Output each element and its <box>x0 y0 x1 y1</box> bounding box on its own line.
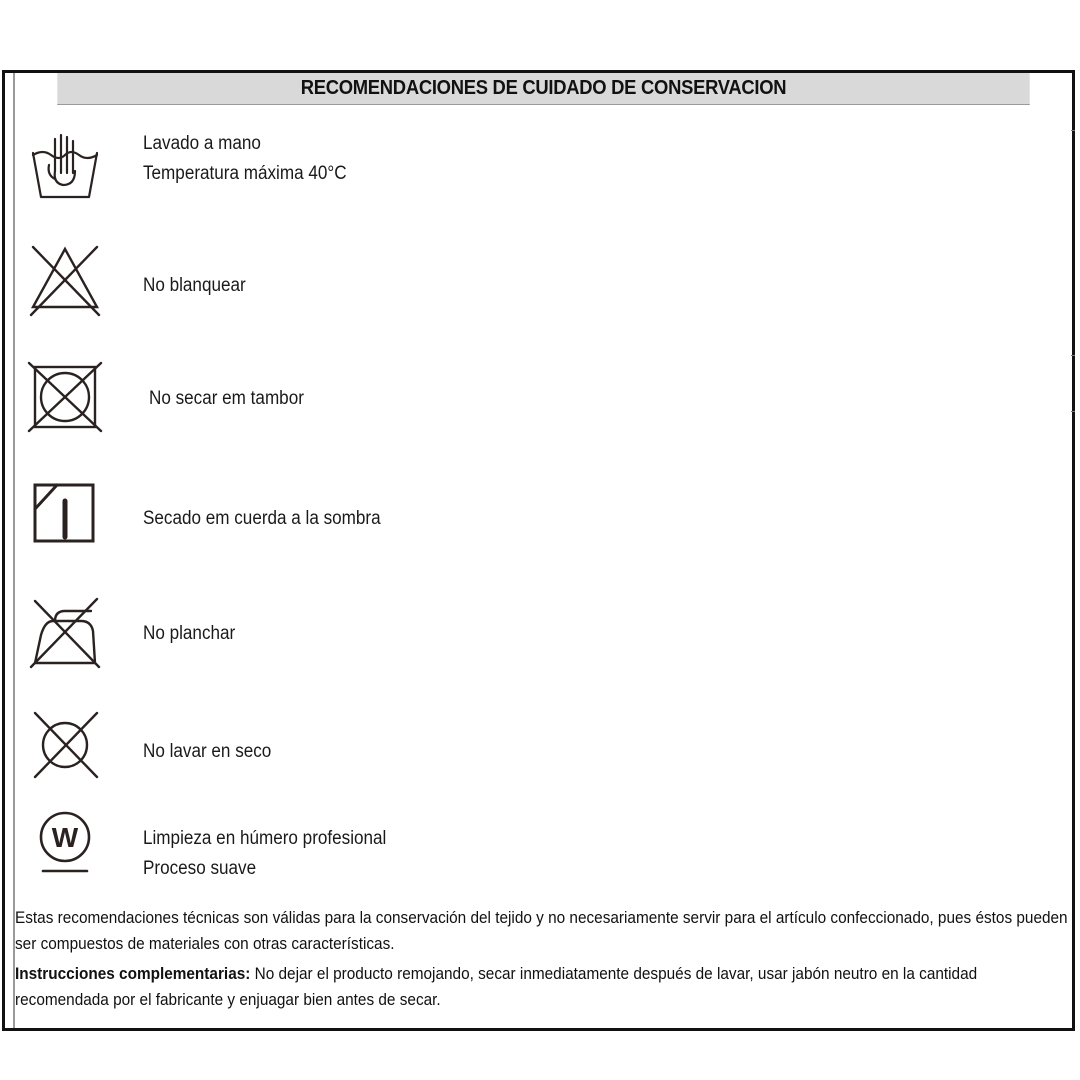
no-dry-clean-icon <box>25 705 105 785</box>
instructions-label: Instrucciones complementarias: <box>15 965 251 983</box>
line-dry-shade-icon <box>25 471 105 551</box>
instructions-text: No dejar el producto remojando, secar inmediatamente después de lavar, usar jabón neutro en la cantidad recomendada por el fabricante y enjuagar bien antes de secar. <box>15 965 978 1009</box>
care-label: No planchar <box>143 623 236 644</box>
svg-text:W: W <box>51 822 79 853</box>
edge-tick <box>1071 130 1075 131</box>
no-bleach-icon <box>25 241 105 321</box>
care-label: No lavar en seco <box>143 741 272 762</box>
disclaimer-text: Estas recomendaciones técnicas son válidas para la conservación del tejido y no necesariamente servir para el artículo confeccionado, pues éstos pueden ser compuestos de materiales con otras características. <box>15 909 1068 953</box>
edge-tick <box>1071 411 1075 412</box>
notes-section <box>15 905 1071 1013</box>
care-label: Proceso suave <box>143 858 257 879</box>
no-tumble-dry-icon <box>25 357 105 437</box>
edge-tick <box>1071 355 1075 356</box>
panel-title: RECOMENDACIONES DE CUIDADO DE CONSERVACION <box>57 73 1029 105</box>
care-instructions-panel <box>2 70 1075 1031</box>
inner-border <box>13 73 15 1028</box>
care-label: Temperatura máxima 40°C <box>143 163 347 184</box>
hand-wash-icon <box>25 125 105 205</box>
no-iron-icon <box>25 591 105 671</box>
wet-clean-gentle-icon <box>25 805 105 885</box>
care-label: Limpieza en húmero profesional <box>143 828 387 849</box>
care-label: No blanquear <box>143 275 246 296</box>
care-label: Lavado a mano <box>143 133 261 154</box>
care-label: No secar em tambor <box>149 388 304 409</box>
care-label: Secado em cuerda a la sombra <box>143 508 381 529</box>
complementary-instructions <box>15 961 1071 1013</box>
